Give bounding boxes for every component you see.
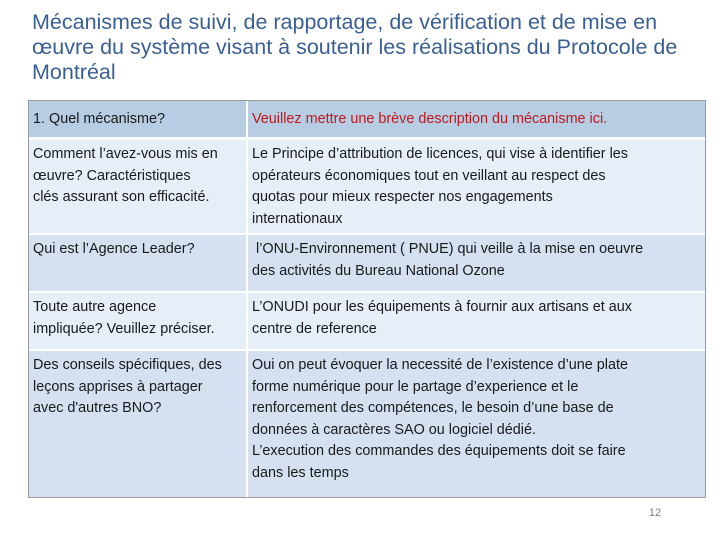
cell-line: Toute autre agence [33,299,157,315]
cell-line: avec d'autres BNO? [33,400,162,416]
mechanism-table [28,100,706,498]
cell-line: L’execution des commandes des équipements doit se faire [252,443,626,459]
cell-line: L’ONUDI pour les équipements à fournir aux artisans et aux [252,299,632,315]
title-line: Montréal [32,60,116,84]
cell-line: opérateurs économiques tout en veillant au respect des [252,167,606,184]
question-cell [29,293,248,349]
header-question-cell: 1. Quel mécanisme? [29,101,248,137]
header-answer-cell: Veuillez mettre une brève description du mécanisme ici. [252,111,608,127]
answer-cell [248,351,705,497]
question-cell [29,140,248,233]
answer-cell [248,140,705,233]
title-line: Mécanismes de suivi, de rapportage, de vérification et de mise en [32,10,658,34]
cell-line: Qui est l’Agence Leader? [33,241,195,257]
question-cell [29,351,248,497]
cell-line: données à caractères SAO ou logiciel dédié. [252,421,536,438]
cell-line: clés assurant son efficacité. [33,189,210,205]
title-line: œuvre du système visant à soutenir les réalisations du Protocole de [32,35,678,59]
table-header-row [29,101,705,137]
slide-title [32,10,704,85]
table-row [29,233,705,291]
cell-line: impliquée? Veuillez préciser. [33,320,215,337]
cell-line: œuvre? Caractéristiques [33,167,191,184]
cell-line: des activités du Bureau National Ozone [252,262,505,279]
table-row [29,137,705,233]
cell-line: Oui on peut évoquer la necessité de l’existence d’une plate [252,357,629,373]
question-cell [29,235,248,291]
cell-line: dans les temps [252,464,349,481]
cell-line: Le Principe d’attribution de licences, qui vise à identifier les [252,146,628,162]
cell-line: renforcement des compétences, le besoin d’une base de [252,400,614,416]
cell-line: Comment l’avez-vous mis en [33,146,218,162]
page-number: 12 [648,507,662,519]
cell-line: quotas pour mieux respecter nos engagements [252,189,553,205]
answer-cell [248,293,705,349]
cell-line: centre de reference [252,320,377,337]
cell-line: l’ONU-Environnement ( PNUE) qui veille à la mise en oeuvre [252,241,644,257]
cell-line: Des conseils spécifiques, des [33,357,222,373]
cell-line: forme numérique pour le partage d’experience et le [252,378,579,395]
table-row [29,291,705,349]
cell-line: leçons apprises à partager [33,378,203,395]
answer-cell [248,235,705,291]
cell-line: internationaux [252,210,343,227]
table-row [29,349,705,497]
